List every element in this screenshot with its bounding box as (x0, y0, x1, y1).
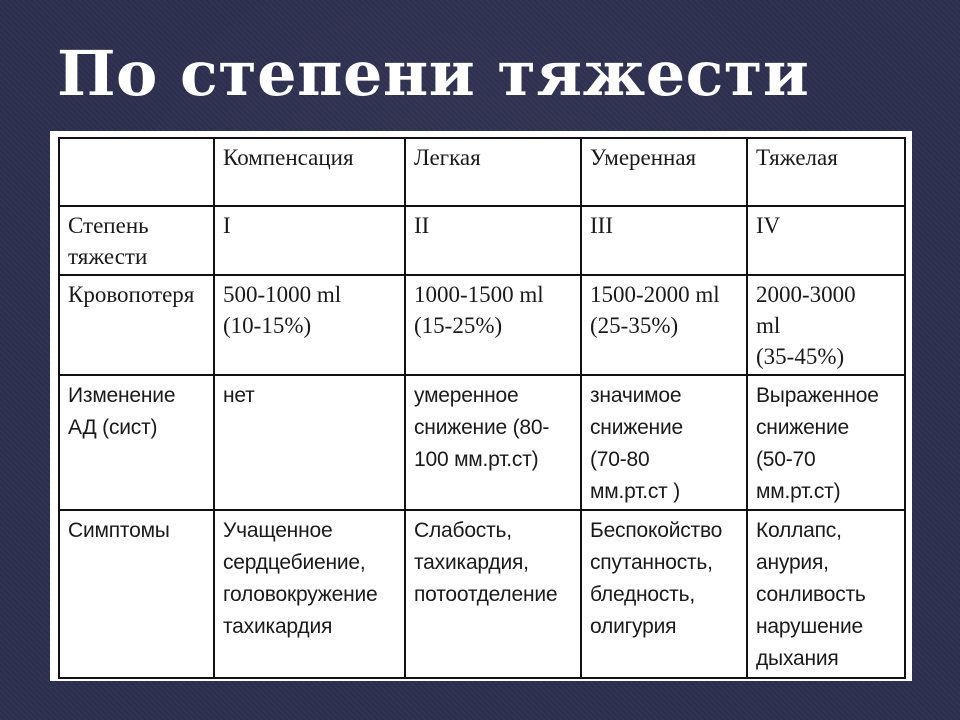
table-cell: 1000-1500 ml (15-25%) (405, 275, 581, 375)
header-cell-empty (59, 138, 214, 206)
table-cell: Слабость, тахикардия, потоотделение (405, 510, 581, 678)
header-cell-compensation: Компенсация (214, 138, 405, 206)
severity-table-image (50, 131, 912, 681)
table-row (59, 510, 905, 678)
table-cell: нет (214, 375, 405, 510)
table-cell: Выраженное снижение (50-70 мм.рт.ст) (747, 375, 905, 510)
table-row (59, 275, 905, 375)
table-cell: I (214, 206, 405, 275)
slide-title: По степени тяжести (57, 37, 810, 110)
row-label-bp-change: Изменение АД (сист) (59, 375, 214, 510)
table-row (59, 375, 905, 510)
table-cell: 2000-3000 ml (35-45%) (747, 275, 905, 375)
header-cell-moderate: Умеренная (581, 138, 747, 206)
row-label-severity-grade: Степень тяжести (59, 206, 214, 275)
severity-table (58, 137, 906, 679)
row-label-blood-loss: Кровопотеря (59, 275, 214, 375)
table-cell: Коллапс, анурия, сонливость нарушение дыхания (747, 510, 905, 678)
table-cell: II (405, 206, 581, 275)
header-cell-mild: Легкая (405, 138, 581, 206)
row-label-symptoms: Симптомы (59, 510, 214, 678)
table-row (59, 206, 905, 275)
table-cell: 500-1000 ml (10-15%) (214, 275, 405, 375)
table-cell: III (581, 206, 747, 275)
table-cell: Учащенное сердцебиение, головокружение тахикардия (214, 510, 405, 678)
table-cell: 1500-2000 ml (25-35%) (581, 275, 747, 375)
table-cell: умеренное снижение (80- 100 мм.рт.ст) (405, 375, 581, 510)
table-header-row (59, 138, 905, 206)
table-cell: Беспокойство спутанность, бледность, олигурия (581, 510, 747, 678)
table-cell: значимое снижение (70-80 мм.рт.ст ) (581, 375, 747, 510)
table-cell: IV (747, 206, 905, 275)
header-cell-severe: Тяжелая (747, 138, 905, 206)
